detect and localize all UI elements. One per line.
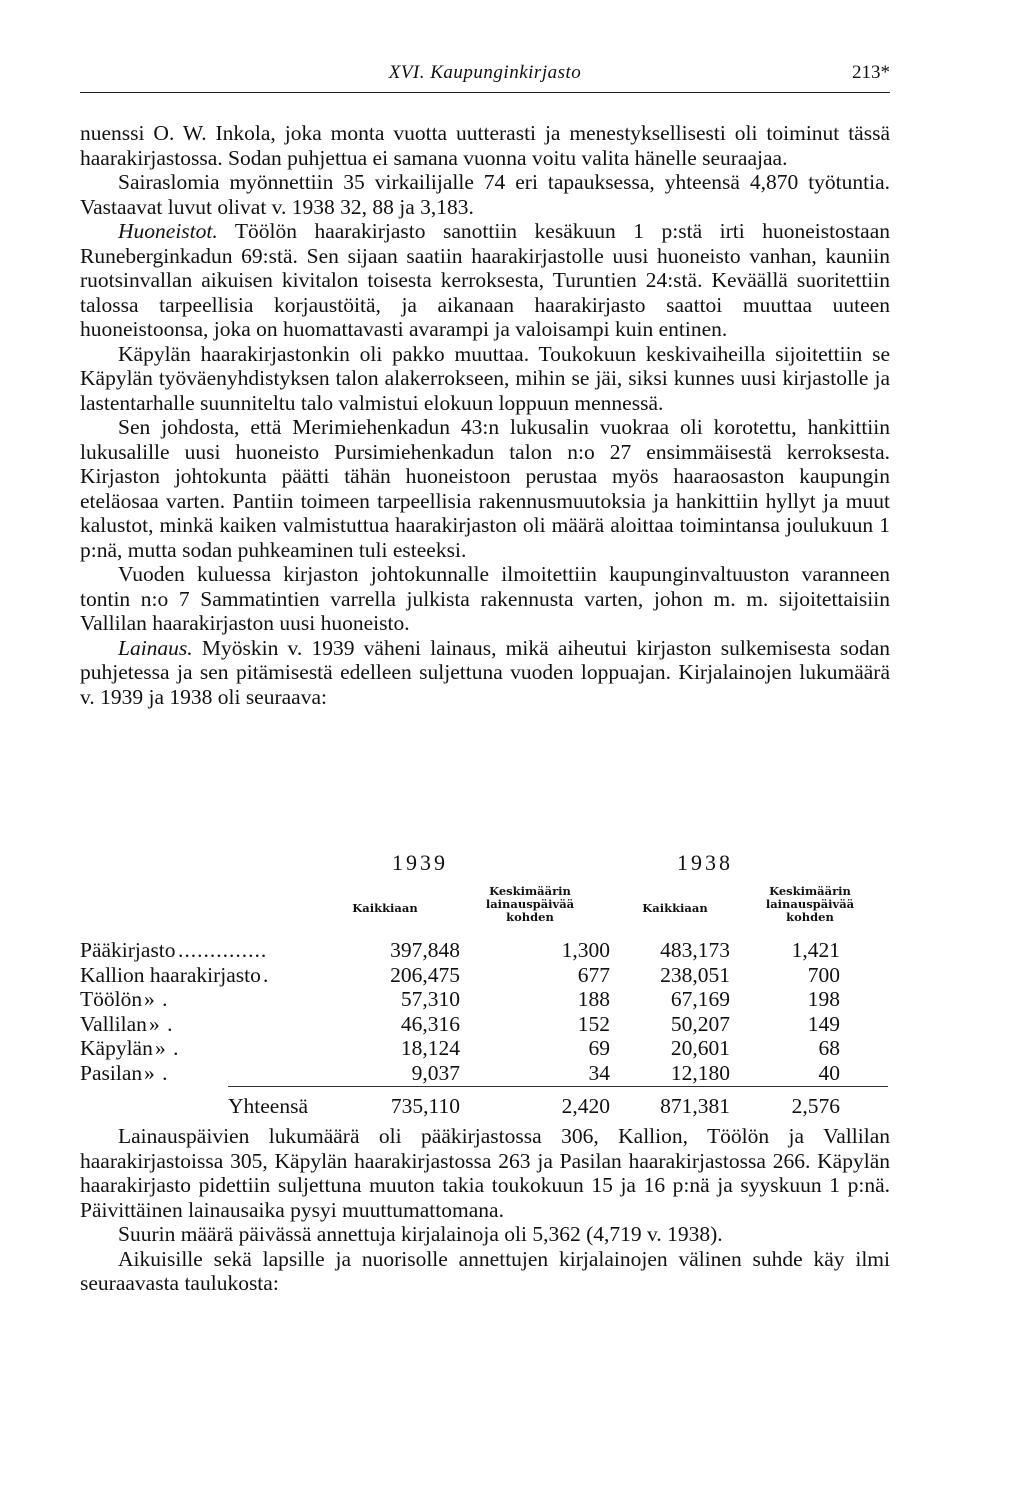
table-row xyxy=(80,938,890,962)
paragraph-text: Suurin määrä päivässä annettuja kirjalainoja oli 5,362 (4,719 v. 1938). xyxy=(118,1222,723,1246)
paragraph-text: Sairaslomia myönnettiin 35 virkailijalle 74 eri tapauksessa, yhteensä 4,870 työtuntia. Vastaavat luvut olivat v. 1938 32, 88 ja 3,183. xyxy=(80,170,890,219)
row-name: Kallion haarakirjasto xyxy=(80,962,261,987)
paragraph-text: Vuoden kuluessa kirjaston johtokunnalle ilmoitettiin kaupunginvaltuuston varanneen tontin n:o 7 Sammatintien varrella julkista rakennusta varten, johon m. m. sijoitettaisiin Vallilan haarakirjaston uusi huoneisto. xyxy=(80,562,890,635)
cell-1939-total: 57,310 xyxy=(400,987,460,1012)
cell-1938-total: 20,601 xyxy=(670,1036,730,1061)
col-header-avg-1939: Keskimäärin lainauspäivää kohden xyxy=(485,884,575,924)
paragraph xyxy=(80,415,890,562)
table-row xyxy=(80,1036,890,1060)
table-row xyxy=(80,963,890,987)
paragraph-text: Myöskin v. 1939 väheni lainaus, mikä aiheutui kirjaston sulkemisesta sodan puhjetessa ja sen pitämisestä edelleen suljettuna vuoden loppuajan. Kirjalainojen lukumäärä v. 1939 ja 1938 oli seuraava: xyxy=(80,635,890,709)
cell-1939-total: 18,124 xyxy=(400,1036,460,1061)
total-rule xyxy=(228,1086,888,1087)
loans-table xyxy=(80,850,890,1120)
total-1938-avg: 2,576 xyxy=(791,1094,840,1118)
paragraph xyxy=(80,1247,890,1296)
year-1938-heading: 1938 xyxy=(677,850,733,875)
paragraph-text: Sen johdosta, että Merimiehenkadun 43:n lukusalin vuokraa oli korotettu, hankittiin lukusalille uusi huoneisto Pursimiehenkadun talon n:o 27 ensimmäisestä kerroksesta. Kirjaston johtokunta päätti tähän huoneistoon perustaa myös haaraosaston kaupungin eteläosaa varten. Pantiin toimeen tarpeellisia rakennusmuutoksia ja hankittiin hyllyt ja muut kalustot, minkä kaiken valmistuttua haarakirjaston oli määrä aloittaa toimintansa joulukuun 1 p:nä, mutta sodan puhkeaminen tuli esteeksi. xyxy=(80,415,890,562)
chapter-title: XVI. Kaupunginkirjasto xyxy=(388,62,582,83)
total-1939-total: 735,110 xyxy=(390,1094,460,1118)
paragraph xyxy=(80,562,890,636)
paragraph xyxy=(80,1124,890,1222)
paragraph xyxy=(80,1222,890,1247)
cell-1938-avg: 68 xyxy=(818,1036,840,1061)
paragraph-lead: Huoneistot. xyxy=(118,219,218,243)
cell-1939-avg: 34 xyxy=(588,1061,610,1085)
cell-1938-total: 238,051 xyxy=(660,962,730,987)
cell-1939-total: 9,037 xyxy=(411,1061,460,1085)
cell-1938-avg: 149 xyxy=(807,1011,840,1036)
running-header xyxy=(80,62,890,93)
paragraph xyxy=(80,342,890,416)
cell-1939-total: 397,848 xyxy=(390,938,460,962)
cell-1939-avg: 69 xyxy=(588,1036,610,1061)
row-name: Pasilan xyxy=(80,1061,143,1085)
col-header-total-1938: Kaikkiaan xyxy=(642,901,708,915)
col-header-avg-1938: Keskimäärin lainauspäivää kohden xyxy=(765,884,855,924)
row-leader: » . xyxy=(144,987,169,1012)
paragraph xyxy=(80,121,890,170)
cell-1939-avg: 152 xyxy=(577,1011,610,1036)
total-1938-total: 871,381 xyxy=(660,1094,730,1118)
cell-1939-total: 46,316 xyxy=(400,1011,460,1036)
paragraph-text: Töölön haarakirjasto sanottiin kesäkuun 1 p:stä irti huoneistostaan Runeberginkadun 69:stä. Sen sijaan saatiin haarakirjastolle uusi huoneisto vanhan, kauniin ruotsinvallan aikuisen kivitalon toisesta kerroksesta, Turuntien 24:stä. Keväällä suoritettiin talossa tarpeellisia korjaustöitä, ja aikanaan haarakirjasto saattoi muuttaa uuteen huoneistoonsa, joka on huomattavasti avarampi ja valoisampi kuin entinen. xyxy=(80,219,890,341)
cell-1938-total: 483,173 xyxy=(660,938,730,962)
cell-1938-avg: 700 xyxy=(807,962,840,987)
body-text-top xyxy=(80,121,890,709)
paragraph xyxy=(80,636,890,710)
paragraph-text: Käpylän haarakirjastonkin oli pakko muuttaa. Toukokuun keskivaiheilla sijoitettiin se Käpylän työväenyhdistyksen talon alakerrokseen, mihin se jäi, siksi kunnes uusi kirjastolle ja lastentarhalle suunniteltu talo valmistui elokuun loppuun mennessä. xyxy=(80,341,890,415)
cell-1939-avg: 188 xyxy=(577,987,610,1012)
cell-1938-avg: 40 xyxy=(818,1061,840,1085)
cell-1938-total: 50,207 xyxy=(670,1011,730,1036)
cell-1939-avg: 1,300 xyxy=(561,938,610,962)
cell-1939-total: 206,475 xyxy=(390,962,460,987)
paragraph-lead: Lainaus. xyxy=(118,635,193,660)
year-1939-heading: 1939 xyxy=(392,850,448,875)
cell-1938-avg: 1,421 xyxy=(791,938,840,962)
row-leader: » . xyxy=(149,1011,174,1036)
cell-1938-avg: 198 xyxy=(807,987,840,1012)
row-leader: » . xyxy=(144,1061,169,1085)
cell-1938-total: 12,180 xyxy=(670,1061,730,1085)
row-leader: » . xyxy=(155,1036,180,1061)
col-header-total-1939: Kaikkiaan xyxy=(352,901,418,915)
row-name: Pääkirjasto xyxy=(80,938,176,962)
cell-1939-avg: 677 xyxy=(577,962,610,987)
total-row xyxy=(80,1094,890,1118)
table-row xyxy=(80,1061,890,1085)
row-name: Käpylän xyxy=(80,1036,153,1061)
row-name: Vallilan xyxy=(80,1011,147,1036)
body-text-bottom xyxy=(80,1124,890,1296)
cell-1938-total: 67,169 xyxy=(670,987,730,1012)
paragraph xyxy=(80,170,890,219)
row-name: Töölön xyxy=(80,987,143,1012)
row-leader: . xyxy=(263,962,270,987)
table-row xyxy=(80,987,890,1011)
row-leader: .............. xyxy=(178,938,268,962)
total-1939-avg: 2,420 xyxy=(561,1094,610,1118)
page-number: 213* xyxy=(852,62,890,83)
paragraph xyxy=(80,219,890,342)
total-label: Yhteensä xyxy=(228,1094,308,1118)
paragraph-text: nuenssi O. W. Inkola, joka monta vuotta uutterasti ja menestyksellisesti oli toiminut tässä haarakirjastossa. Sodan puhjettua ei samana vuonna voitu valita hänelle seuraajaa. xyxy=(80,121,890,170)
paragraph-text: Aikuisille sekä lapsille ja nuorisolle annettujen kirjalainojen välinen suhde käy ilmi seuraavasta taulukosta: xyxy=(80,1246,890,1295)
paragraph-text: Lainauspäivien lukumäärä oli pääkirjastossa 306, Kallion, Töölön ja Vallilan haarakirjastoissa 305, Käpylän haarakirjastossa 263 ja Pasilan haarakirjastossa 266. Käpylän haarakirjasto pidettiin suljettuna muuton takia toukokuun 15 ja 16 p:nä ja syyskuun 1 p:nä. Päivittäinen lainausaika pysyi muuttumattomana. xyxy=(80,1124,890,1222)
table-row xyxy=(80,1012,890,1036)
